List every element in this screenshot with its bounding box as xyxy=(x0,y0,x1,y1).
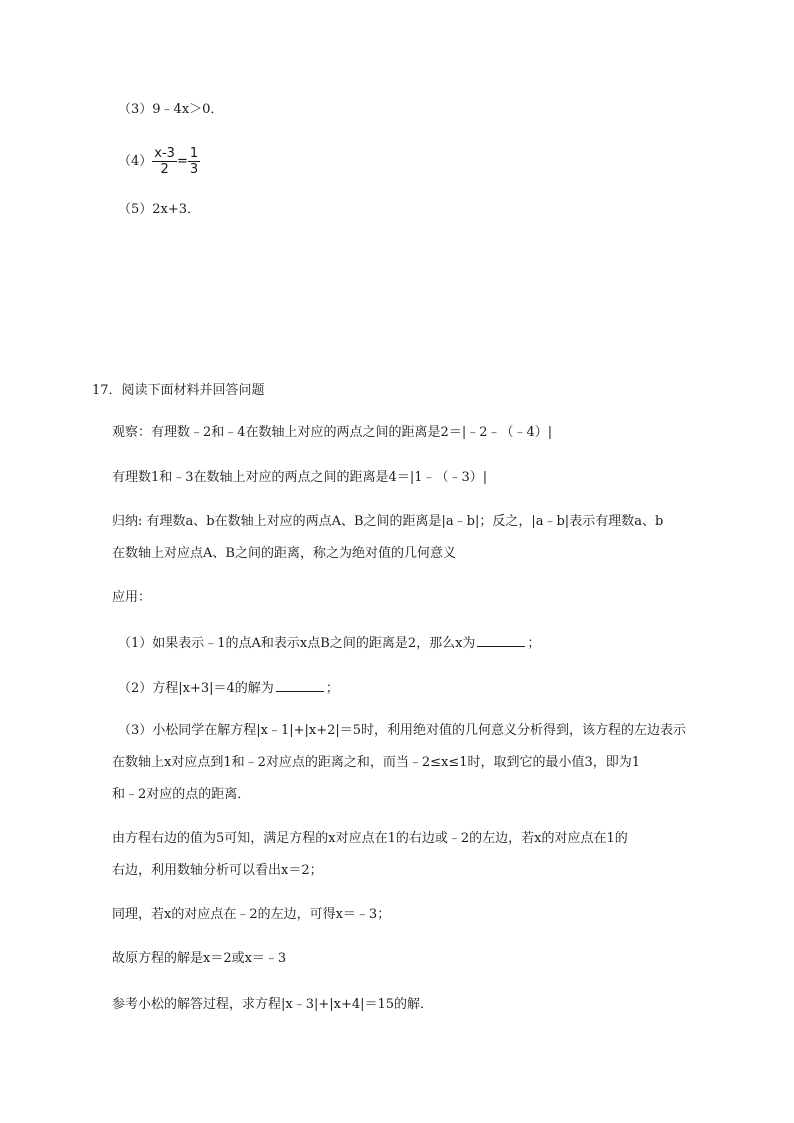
part-3-line-3: 和﹣2对应的点的距离． xyxy=(112,787,251,802)
part-1 xyxy=(118,634,540,653)
observation-2: 有理数1和﹣3在数轴上对应的两点之间的距离是4＝|1﹣（﹣3）| xyxy=(112,470,488,485)
item-4-label: （4） xyxy=(118,154,153,169)
item-5: （5）2x+3． xyxy=(118,202,201,217)
answer-blank-1[interactable] xyxy=(477,634,525,647)
fraction-left xyxy=(152,146,177,177)
part-1-text: （1）如果表示﹣1的点A和表示x点B之间的距离是2，那么x为 xyxy=(118,636,476,651)
summary-line-1: 归纳: 有理数a、b在数轴上对应的两点A、B之间的距离是|a﹣b|；反之，|a﹣b|表示有理数a、b xyxy=(112,514,664,529)
item-4 xyxy=(118,146,200,177)
reasoning-line-4: 故原方程的解是x＝2或x＝﹣3 xyxy=(112,951,287,966)
part-3-line-2: 在数轴上x对应点到1和﹣2对应点的距离之和，而当﹣2≤x≤1时，取到它的最小值3，即为1 xyxy=(112,755,641,770)
part-1-end: ； xyxy=(527,636,541,651)
observation-1: 观察：有理数﹣2和﹣4在数轴上对应的两点之间的距离是2＝|﹣2﹣（﹣4）| xyxy=(112,425,553,440)
equals-sign: = xyxy=(176,154,188,169)
fraction-left-numerator: x-3 xyxy=(154,146,175,161)
fraction-right-denominator: 3 xyxy=(189,162,199,177)
part-2-text: （2）方程|x+3|＝4的解为 xyxy=(118,681,274,696)
part-2 xyxy=(118,679,339,698)
item-3: （3）9﹣4x＞0． xyxy=(118,102,224,117)
fraction-right xyxy=(188,146,200,177)
summary-line-2: 在数轴上对应点A、B之间的距离，称之为绝对值的几何意义 xyxy=(112,546,456,561)
fraction-left-denominator: 2 xyxy=(160,162,169,177)
answer-blank-2[interactable] xyxy=(276,679,324,692)
final-task: 参考小松的解答过程，求方程|x﹣3|+|x+4|＝15的解． xyxy=(112,997,434,1012)
fraction-right-numerator: 1 xyxy=(189,146,199,161)
part-2-end: ； xyxy=(325,681,339,696)
reasoning-line-3: 同理，若x的对应点在﹣2的左边，可得x＝﹣3； xyxy=(112,907,391,922)
application-heading: 应用： xyxy=(112,590,152,605)
part-3-line-1: （3）小松同学在解方程|x﹣1|+|x+2|＝5时，利用绝对值的几何意义分析得到，该方程的左边表示 xyxy=(118,723,687,738)
reasoning-line-1: 由方程右边的值为5可知，满足方程的x对应点在1的右边或﹣2的左边，若x的对应点在1的 xyxy=(112,831,628,846)
question-17-title: 17．阅读下面材料并回答问题 xyxy=(92,383,265,398)
reasoning-line-2: 右边，利用数轴分析可以看出x＝2； xyxy=(112,863,323,878)
